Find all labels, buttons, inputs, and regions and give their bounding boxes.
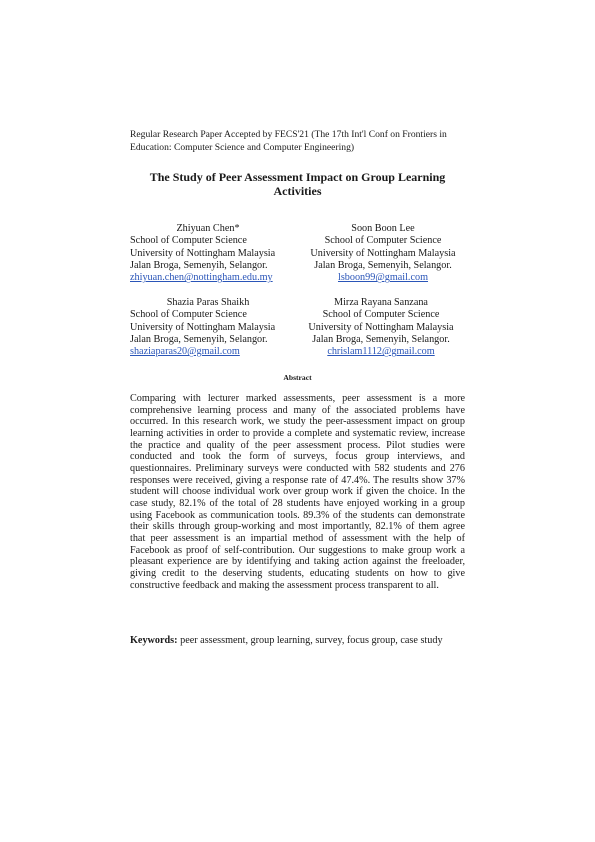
author-address: Jalan Broga, Semenyih, Selangor. — [312, 333, 450, 345]
paper-title: The Study of Peer Assessment Impact on Group Learning Activities — [149, 170, 446, 198]
author-block-4 — [298, 297, 464, 358]
keywords-label: Keywords: — [130, 635, 178, 646]
keywords-section — [130, 635, 465, 647]
author-block-3 — [130, 297, 286, 358]
abstract-heading: Abstract — [283, 373, 312, 382]
author-email-link[interactable]: zhiyuan.chen@nottingham.edu.my — [130, 272, 273, 284]
author-address: Jalan Broga, Semenyih, Selangor. — [130, 333, 268, 345]
author-block-1 — [130, 223, 286, 284]
author-name: Mirza Rayana Sanzana — [334, 297, 428, 308]
author-email-link[interactable]: chrislam1112@gmail.com — [327, 346, 435, 358]
author-university: University of Nottingham Malaysia — [308, 321, 454, 333]
author-department: School of Computer Science — [130, 309, 247, 321]
author-name: Zhiyuan Chen* — [176, 223, 240, 234]
keywords-text: peer assessment, group learning, survey, focus group, case study — [180, 635, 443, 646]
author-address: Jalan Broga, Semenyih, Selangor. — [314, 259, 452, 271]
author-block-2 — [302, 223, 464, 284]
author-department: School of Computer Science — [324, 235, 442, 247]
conference-note: Regular Research Paper Accepted by FECS'21 (The 17th Int'l Conf on Frontiers in Education: Computer Science and Computer Engineering) — [130, 129, 447, 153]
author-address: Jalan Broga, Semenyih, Selangor. — [130, 259, 268, 271]
author-university: University of Nottingham Malaysia — [310, 247, 456, 259]
abstract-text: Comparing with lecturer marked assessments, peer assessment is a more comprehensive learning process and many of the associated problems have occurred. In this research work, we study the peer-assessment impact on group learning activities in order to provide a complete and systematic review, increase the practice and quality of the peer assessment process. Pilot studies were conducted and took the form of surveys, focus group interviews, and questionnaires. Preliminary surveys were conducted with 582 students and 276 responses were received, giving a response rate of 47.4%. The results show 37% student will choose individual work over group work if given the choice. In the case study, 82.1% of the total of 28 students have enjoyed working in a group using Facebook as communication tools. 89.3% of the students can demonstrate their skills through group-working and most importantly, 82.1% of them agree that peer assessment is an impartial method of assessment with the help of Facebook as proof of self-contribution. Our suggestions to make group work a pleasant experience are by identifying and taking action against the freeloader, giving credit to the deserving students, educating students on how to give constructive feedback and making the assessment process transparent to all. — [130, 393, 465, 591]
author-email-link[interactable]: lsboon99@gmail.com — [337, 272, 429, 284]
author-email-link[interactable]: shaziaparas20@gmail.com — [130, 346, 240, 358]
author-department: School of Computer Science — [322, 309, 440, 321]
author-department: School of Computer Science — [130, 235, 247, 247]
author-name: Soon Boon Lee — [351, 223, 415, 234]
author-name: Shazia Paras Shaikh — [166, 297, 250, 308]
author-university: University of Nottingham Malaysia — [130, 321, 276, 333]
author-university: University of Nottingham Malaysia — [130, 247, 276, 259]
